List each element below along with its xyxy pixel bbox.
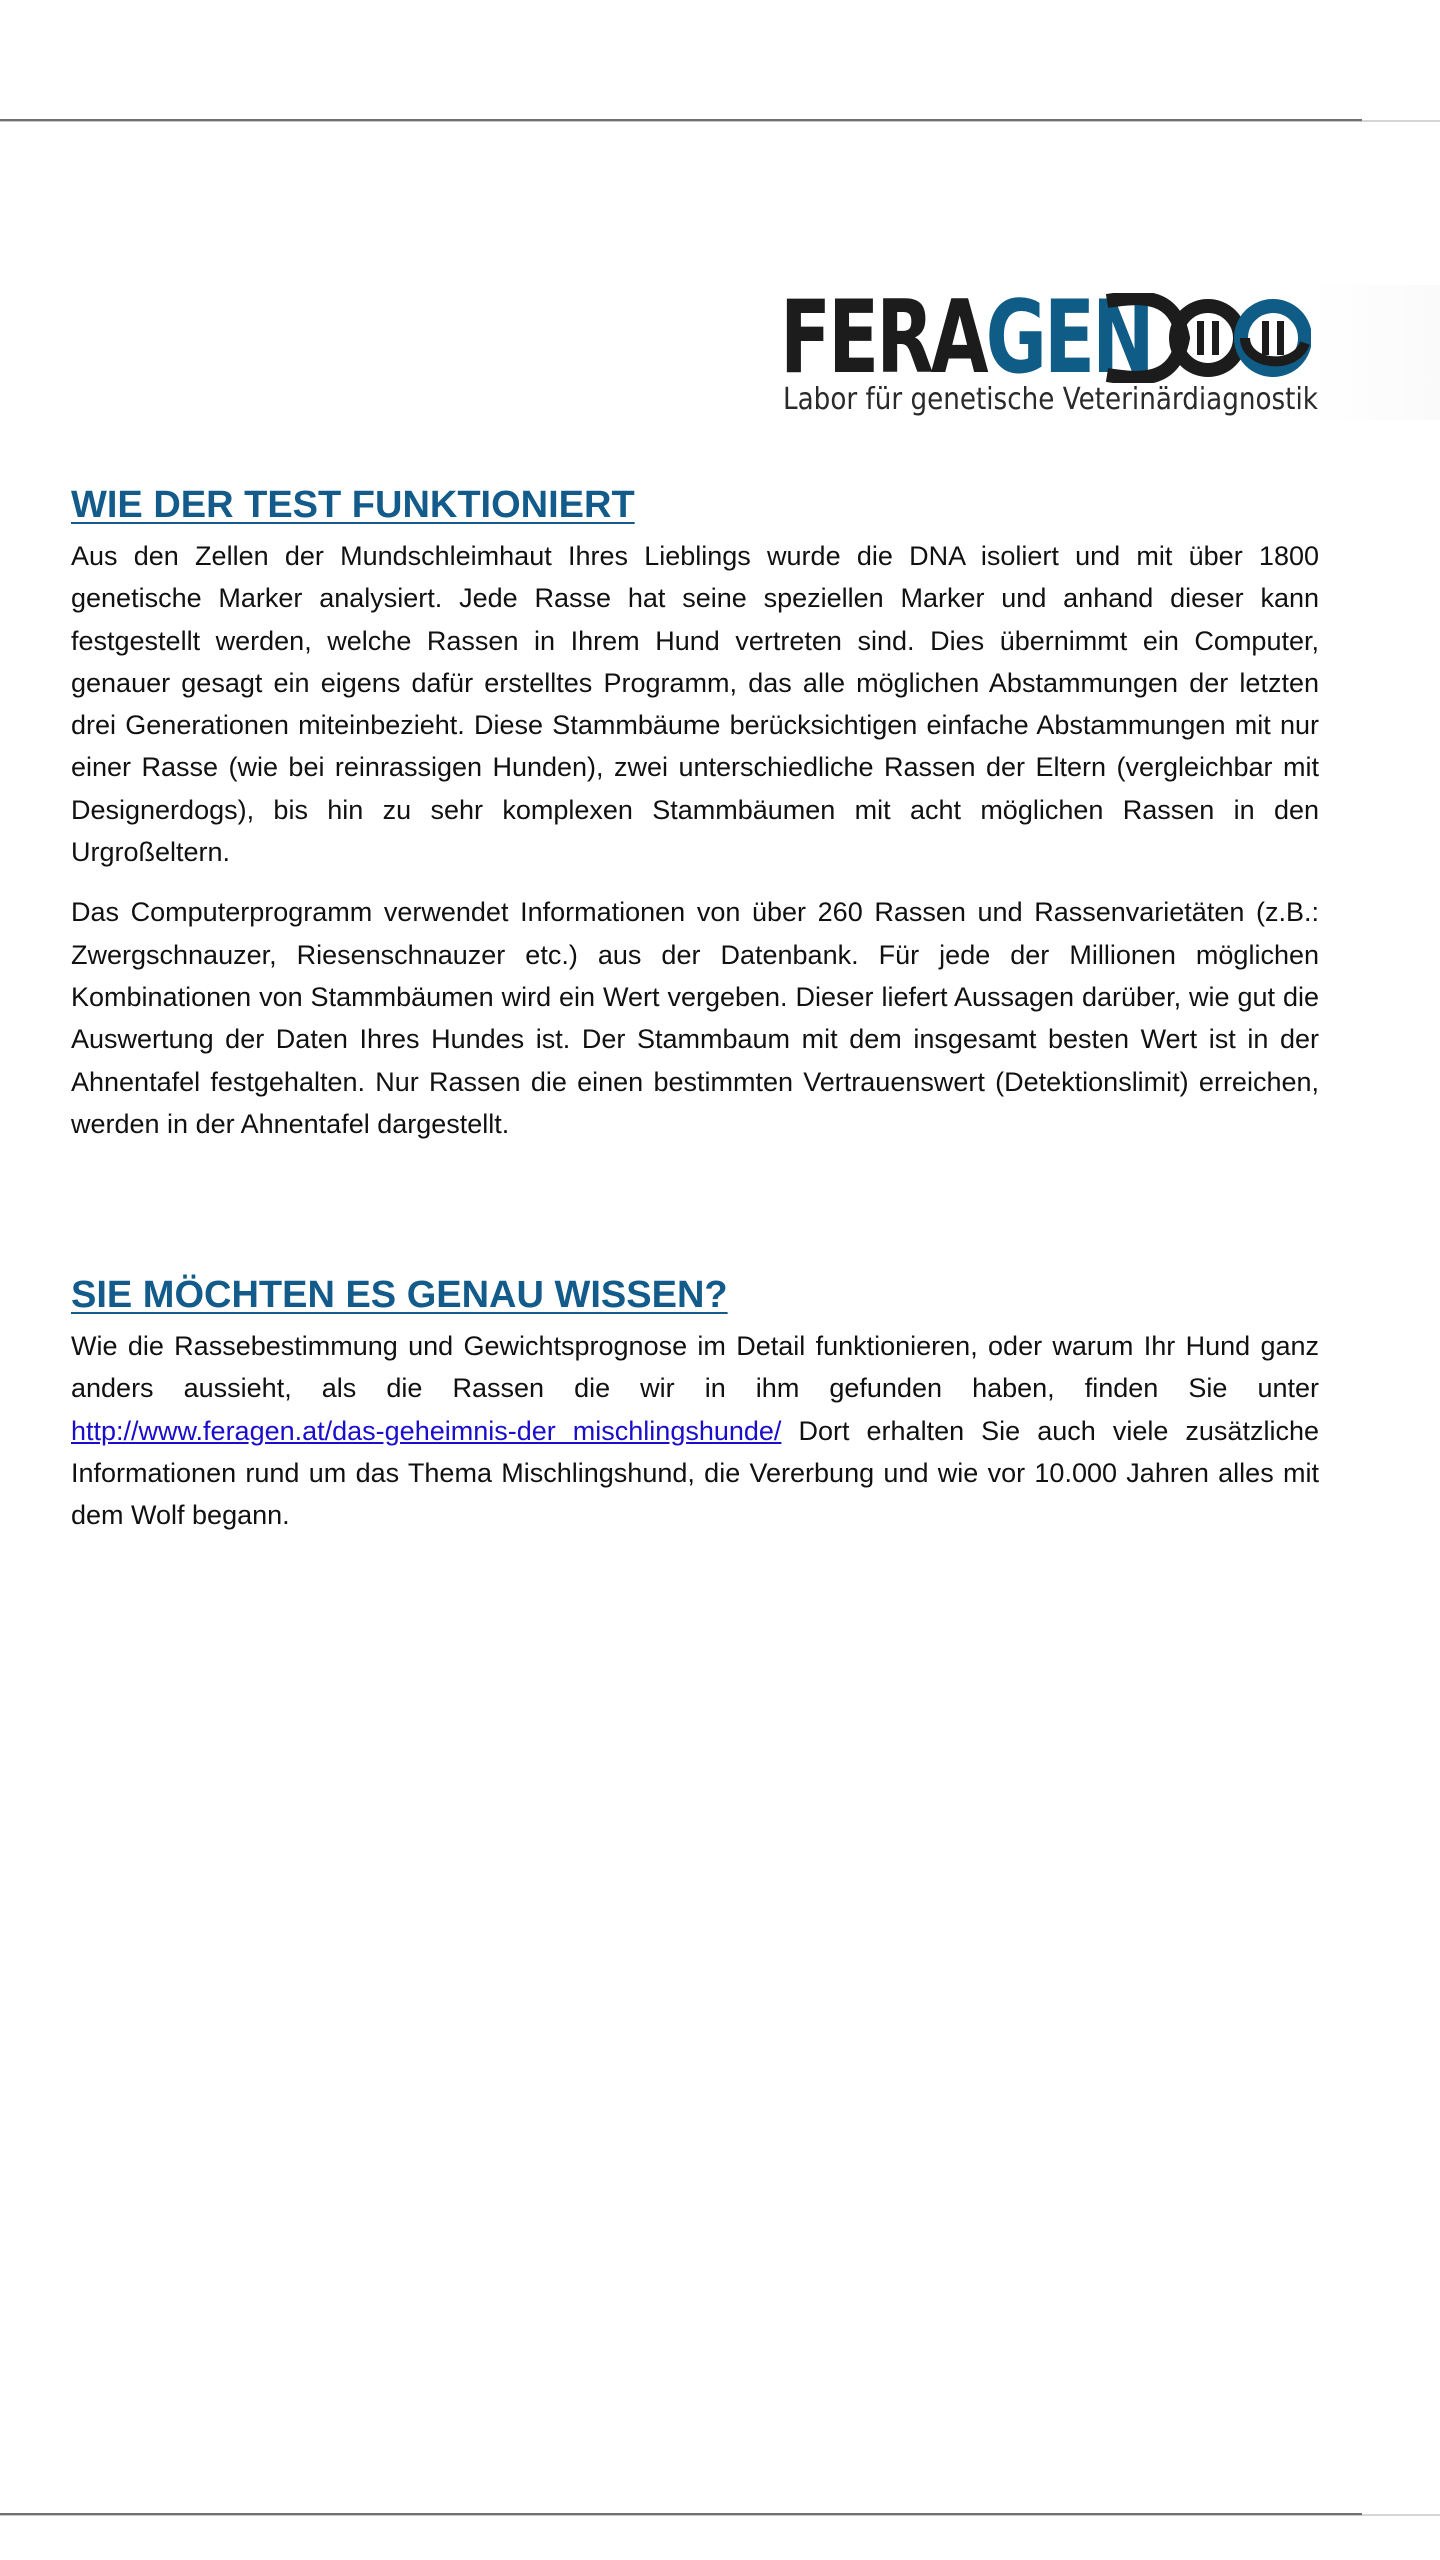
text-after-link: Dort erhalten Sie auch viele zusätzliche Informationen rund um das Thema Mischlingshund, die Vererbung und wie vor 10.000 Jahren alles mit dem Wolf begann.: [71, 1415, 1319, 1531]
section-learn-more: [71, 1273, 1319, 1536]
text-before-link: Wie die Rassebestimmung und Gewichtsprognose im Detail funktionieren, oder warum Ihr Hund ganz anders aussieht, als die Rassen die wir in ihm gefunden haben, finden Sie unter: [71, 1331, 1319, 1404]
logo-tagline: Labor für genetische Veterinärdiagnostik: [783, 382, 1318, 417]
section-heading: SIE MÖCHTEN ES GENAU WISSEN?: [71, 1274, 728, 1316]
section-heading: WIE DER TEST FUNKTIONIERT: [71, 484, 635, 526]
logo-wordmark: [780, 278, 1152, 396]
logo-word-dark: FERA: [780, 278, 986, 396]
top-rule-shadow: [0, 121, 1362, 122]
feragen-logo: [780, 278, 1440, 420]
top-rule-tail: [1362, 120, 1440, 122]
paragraph-2: Das Computerprogramm verwendet Informationen von über 260 Rassen und Rassenvarietäten (z.B.: Zwergschnauzer, Riesenschnauzer etc.) aus der Datenbank. Für jede der Millionen möglichen Kombinationen von Stammbäumen wird ein Wert vergeben. Dieser liefert Aussagen darüber, wie gut die Auswertung der Daten Ihres Hundes ist. Der Stammbaum mit dem insgesamt besten Wert ist in der Ahnentafel festgehalten. Nur Rassen die einen bestimmten Vertrauenswert (Detektionslimit) erreichen, werden in der Ahnentafel dargestellt.: [71, 897, 1319, 1139]
dna-helix-icon: [1105, 293, 1311, 383]
paragraph-1: Aus den Zellen der Mundschleimhaut Ihres Lieblings wurde die DNA isoliert und mit über 1800 genetische Marker analysiert. Jede Rasse hat seine speziellen Marker und anhand dieser kann festgestellt werden, welche Rassen in Ihrem Hund vertreten sind. Dies übernimmt ein Computer, genauer gesagt ein eigens dafür erstelltes Programm, das alle möglichen Abstammungen der letzten drei Generationen miteinbezieht. Diese Stammbäume berücksichtigen einfache Abstammungen mit nur einer Rasse (wie bei reinrassigen Hunden), zwei unterschiedliche Rassen der Eltern (vergleichbar mit Designerdogs), bis hin zu sehr komplexen Stammbäumen mit acht möglichen Rassen in den Urgroßeltern.: [71, 541, 1319, 868]
section-how-it-works: [71, 483, 1319, 1145]
bottom-rule-shadow: [0, 2515, 1362, 2516]
paragraph-learn-more: [71, 1325, 1319, 1536]
logo-word-blue: GEN: [985, 278, 1152, 396]
bottom-rule-tail: [1362, 2514, 1440, 2516]
feragen-link[interactable]: http://www.feragen.at/das-geheimnis-der mischlingshunde/: [71, 1415, 782, 1446]
